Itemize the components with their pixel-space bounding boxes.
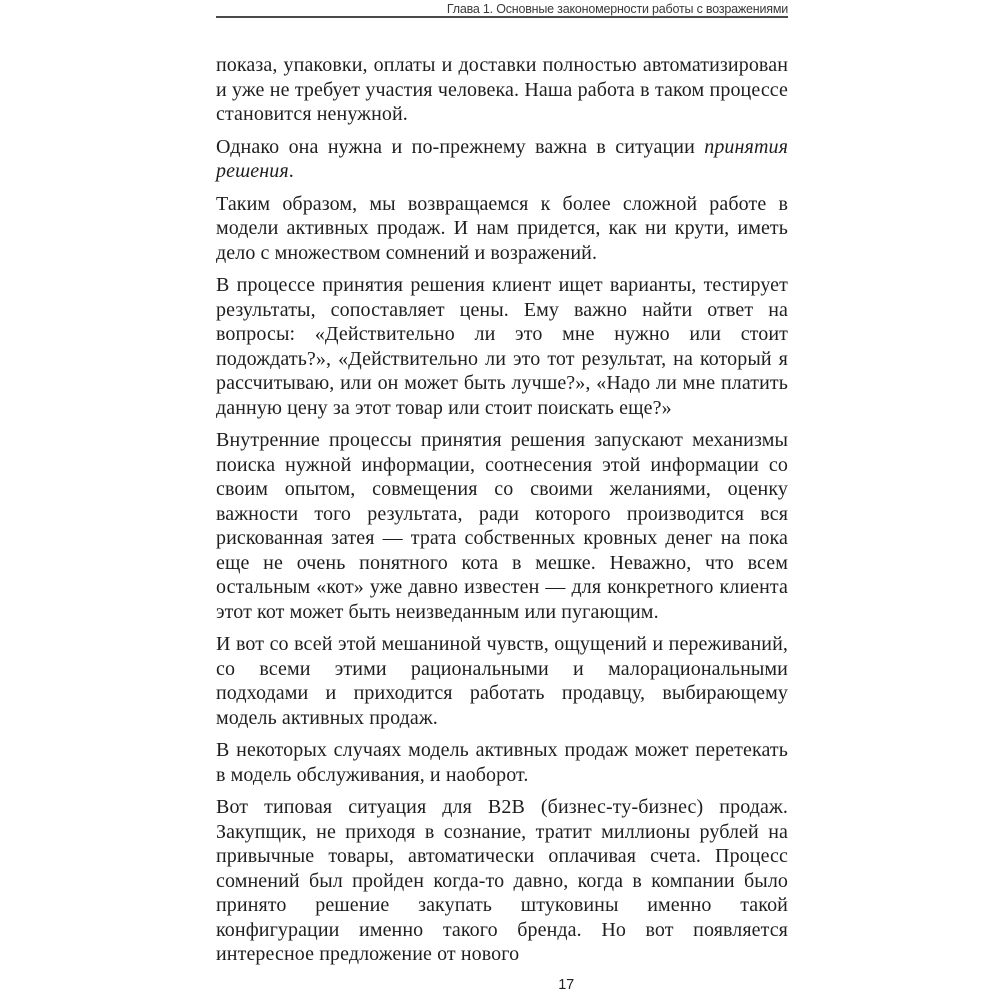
paragraph xyxy=(216,632,788,730)
text-segment: Вот типовая ситуация для B2B (бизнес-ту-бизнес) продаж. Закупщик, не приходя в сознание, тратит миллионы рублей на привычные товары, автоматически оплачивая счета. Процесс сомнений был пройден когда-то давно, когда в компании было принято решение закупать штуковины именно такой конфигурации именно такого бренда. Но вот появляется интересное предложение от нового xyxy=(216,796,788,965)
text-block xyxy=(216,53,788,975)
content-column xyxy=(216,0,788,1000)
paragraph xyxy=(216,795,788,967)
text-segment: Таким образом, мы возвращаемся к более сложной работе в модели активных продаж. И нам придется, как ни крути, иметь дело с множеством сомнений и возражений. xyxy=(216,192,788,264)
text-segment: Однако она нужна и по-прежнему важна в ситуации xyxy=(216,135,705,158)
text-segment: . xyxy=(288,160,294,182)
italic-text-segment: принятия решения xyxy=(216,135,788,182)
text-segment: В процессе принятия решения клиент ищет варианты, тестирует результаты, сопоставляет цены. Ему важно найти ответ на вопросы: «Действительно ли это мне нужно или стоит подождать?», «Действительно ли это тот результат, на который я рассчитываю, или он может быть лучше?», «Надо ли мне платить данную цену за этот товар или стоит поискать еще?» xyxy=(216,274,788,419)
paragraph xyxy=(216,428,788,624)
text-segment: В некоторых случаях модель активных продаж может перетекать в модель обслуживания, и наоборот. xyxy=(216,739,788,786)
header-rule-divider xyxy=(216,16,788,18)
paragraph xyxy=(216,738,788,787)
paragraph xyxy=(216,192,788,266)
paragraph xyxy=(216,53,788,127)
running-header-chapter-title: Глава 1. Основные закономерности работы с возражениями xyxy=(446,2,788,16)
text-segment: Внутренние процессы принятия решения запускают механизмы поиска нужной информации, соотнесения этой информации со своим опытом, совмещения со своими желаниями, оценку важности того результата, ради которого производится вся рискованная затея — трата собственных кровных денег на пока еще не очень понятного кота в мешке. Неважно, что всем остальным «кот» уже давно известен — для конкретного клиента этот кот может быть неизведанным или пугающим. xyxy=(216,429,788,623)
text-segment: показа, упаковки, оплаты и доставки полностью автоматизирован и уже не требует участия человека. Наша работа в таком процессе становится ненужной. xyxy=(216,54,788,125)
paragraph xyxy=(216,273,788,420)
page-number: 17 xyxy=(558,977,574,993)
paragraph xyxy=(216,135,788,184)
text-segment: И вот со всей этой мешаниной чувств, ощущений и переживаний, со всеми этими рациональными и малорациональными подходами и приходится работать продавцу, выбирающему модель активных продаж. xyxy=(216,633,788,729)
